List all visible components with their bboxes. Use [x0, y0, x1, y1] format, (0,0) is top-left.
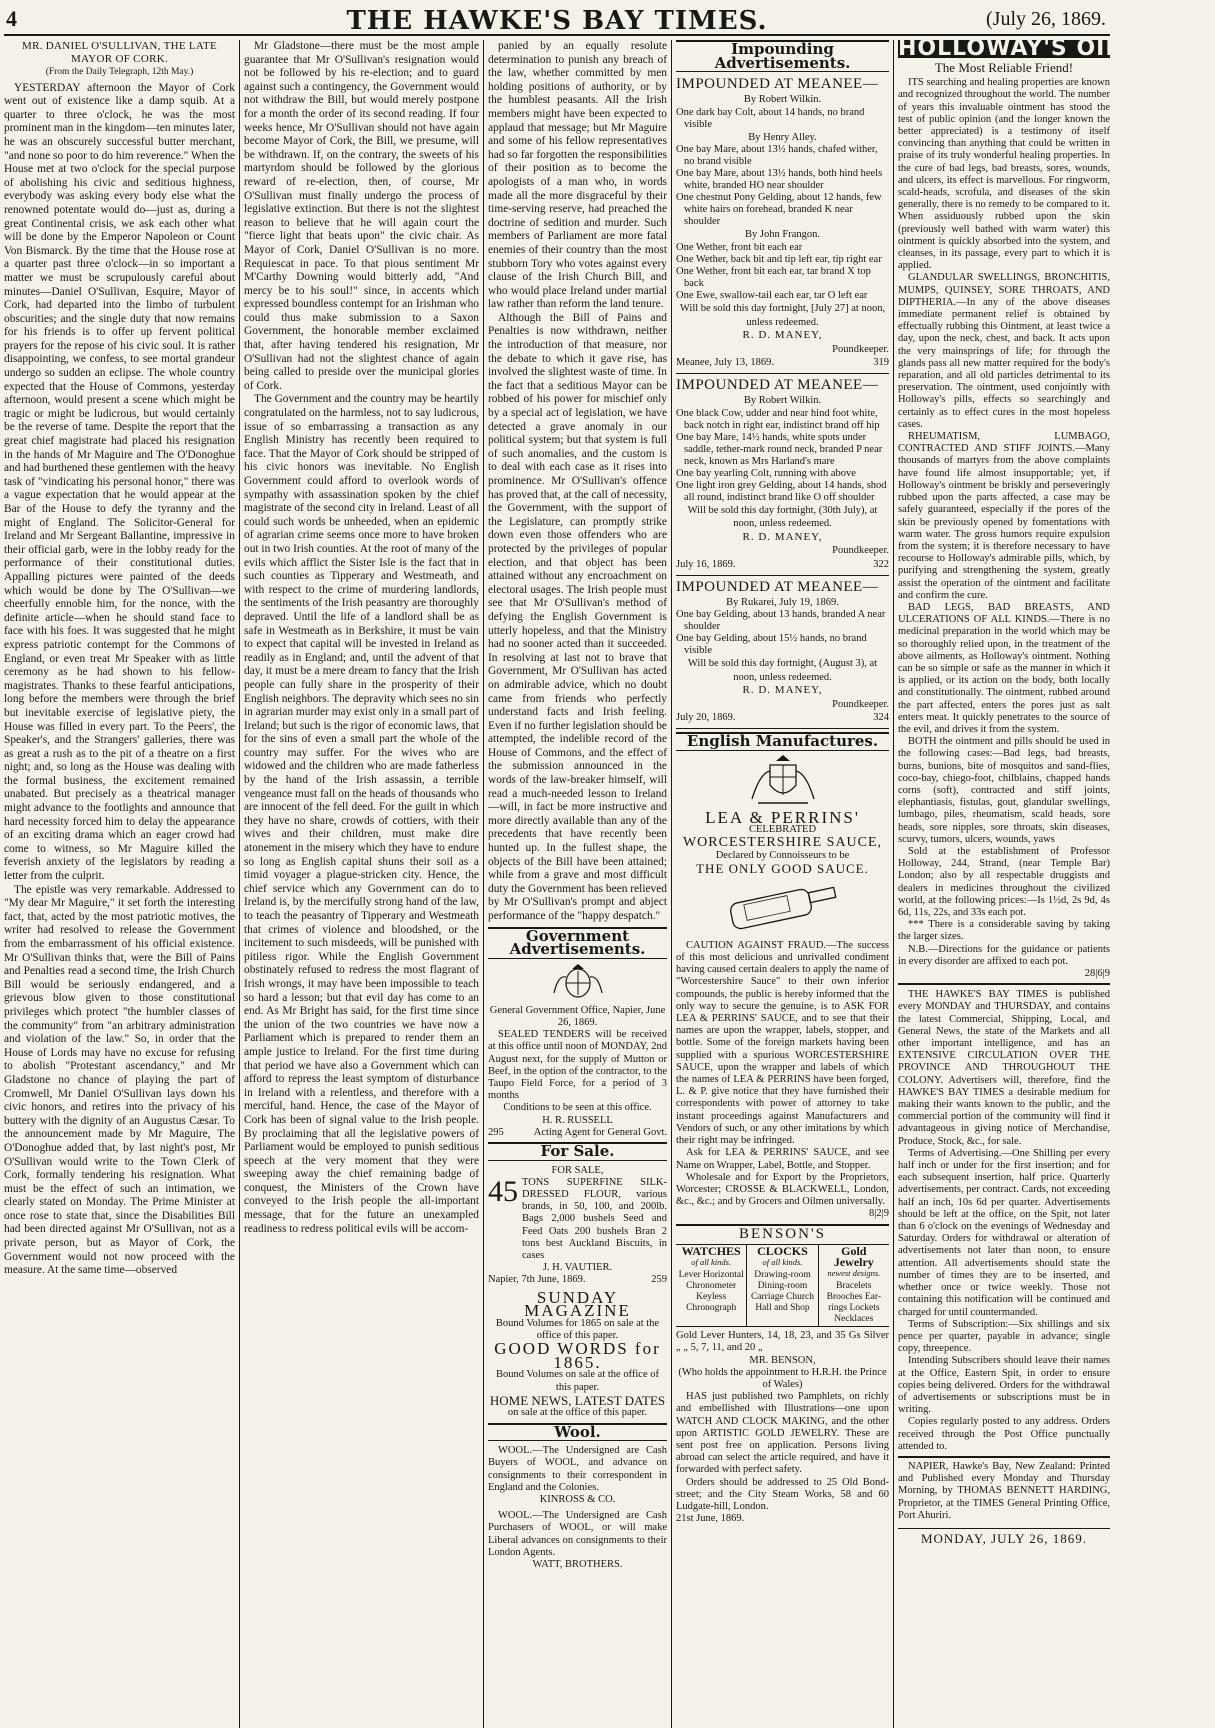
impound-notice-2: [676, 377, 889, 576]
ask-text: Ask for LEA & PERRINS' SAUCE, and see Name on Wrapper, Label, Bottle, and Stopper.: [676, 1147, 889, 1171]
footer-date: MONDAY, JULY 26, 1869.: [898, 1528, 1110, 1546]
times-notice-paragraph: Intending Subscribers should leave their names at the Office, Eastern Spit, in order to ensure copies being delivered. Orders for the withdrawal of advertisements or subscriptions must be in writing.: [898, 1355, 1110, 1416]
holloway-paragraph: Sold at the establishment of Professor Holloway, 244, Strand, (near Temple Bar) London; also by all respectable druggists and dealers in medicines throughout the civilized world, at the following prices:—Is 1½d, 2s 9d, 4s 6d, 11s, 22s, and 33s each pot.: [898, 845, 1110, 918]
impound-notice-3: [676, 579, 889, 730]
article-paragraph: Although the Bill of Pains and Penalties is now withdrawn, neither the introduction of that measure, nor the debate to which it gave rise, has involved the slightest waste of time. In the fact that a seditious Mayor can be robbed of his power for mischief only by a special act of legislation, we have detected a grave anomaly in our political system; but that system is full of such anomalies, and the custom is to deal with each case as it rises into prominence. Mr O'Sullivan's offence has proved that, at the call of necessity, the Government, with the support of the Legislature, can promptly strike down even those offenders who are protected by the privileges of popular election, and that object has been attained without any encroachment on electoral usages. The Irish people must see that Mr O'Sullivan's method of defying the English Government is utterly hopeless, and that the Ministry had no sooner acted than it succeeded. In resolving at last not to brave that Government, Mr O'Sullivan has acted on admirable advice, which no doubt came from friends who perfectly understand facts and Irish feeling. Even if no further legislation should be attempted, the indelible record of the House of Commons, and the effect of the submission announced in the words of the law-breaker himself, will read a much-needed lesson to Ireland—will, in fact be more instructive and more directly available than any of the precedents that have recently been hunted up. In the fullest shape, the objects of the Bill have been attained; while from a grave and most difficult duty the Government has been relieved by Mr O'Sullivan's prompt and abject performance of the "happy despatch.": [488, 311, 667, 922]
holloway-paragraph: ITS searching and healing properties are known and recognized throughout the world. The number of years this invaluable ointment has stood the test of public opinion (and the longer known the better appreciated) is a testimony of itself convincing than anything that could be written in praise of its truly wonderful healing properties. In the cure of bad legs, bad breasts, sores, wounds, and ulcers, its effect is marvellous. For ringworm, scald-heads, scrofula, and diseases of the skin generally, there is no remedy to be compared to it. When assiduously rubbed upon the skin (previously well bathed with warm water) this ointment is quickly absorbed into the system, and cleanses, in its passage, every part to which it is applied.: [898, 77, 1110, 272]
impound-sale: Will be sold this day fortnight, (August 3), at noon, unless redeemed.: [687, 658, 878, 683]
benson-col-items: Bracelets Brooches Ear-rings Lockets Necklaces: [826, 1281, 882, 1325]
flour-ad: [488, 1174, 667, 1262]
wool-heading: Wool.: [488, 1423, 667, 1442]
home-news-body: on sale at the office of this paper.: [507, 1407, 648, 1419]
holloway-paragraph: BOTH the ointment and pills should be used in the following cases:—Bad legs, bad breasts, burns, bunions, bite of mosquitos and sand-flies, coco-bay, chiego-foot, chilblains, chapped hands corns (soft), contracted and stiff joints, elephantiasis, fistulas, gout, glandular swellings, lumbago, piles, rheumatism, scald heads, sore heads, sore nipples, sore throats, skin diseases, scurvy, tumors, ulcers, wounds, yaws: [898, 736, 1110, 845]
impound-number: 324: [873, 712, 889, 724]
column-4: [676, 40, 894, 1728]
only-good-sauce-label: THE ONLY GOOD SAUCE.: [696, 861, 869, 877]
impound-keeper: R. D. MANEY,: [742, 329, 823, 342]
celebrated-label: CELEBRATED: [748, 824, 817, 836]
column-1: [4, 40, 240, 1728]
wool-ad-1: WOOL.—The Undersigned are Cash Buyers of WOOL, and advance on consignments to their correspondent in England and the Colonies.: [488, 1445, 667, 1493]
article-paragraph: YESTERDAY afternoon the Mayor of Cork went out of existence like a damp squib. At a quarter to three o'clock, he was the most prominent man in the kingdom—ten minutes later, he was an obscurely successful butter merchant, "and none so poor to do him reverence." When the House met at two o'clock for the special purpose of abolishing his civic and seditious highness, everybody was asking every body else what the renowned potentate would do—just as, during a great Continental crisis, we ask each other what will be done by the Emperor Napoleon or Count Von Bismarck. By the time that the House rose at a quarter past three o'clock—in so important a matter we must be scrupulously careful about minutes—Daniel O'Sullivan, Esquire, Mayor of Cork, had departed into the limbo of turbulent obscurities; and the single duty that now remains for his friends is to offer up fervent political prayers for the repose of his civic soul. It is rather disappointing, we confess, to see mortal grandeur undergo so sudden an eclipse. The whole country expected that the House of Commons, yesterday afternoon, would present a scene which might be tragic or might be ludicrous, but would certainly be the reverse of tame. Despite the report that the great chief magistrate had placed his resignation in the hands of Mr Maguire and The O'Donoghue and had burthened these gentlemen with the heavy task of "vindicating his personal honor," there was a vague expectation that he would appear at the Bar of the House to defy the tyranny and the might of England. The Solicitor-General for Ireland and Mr Sergeant Ballantine, impressive in their official garb, were in the lobby ready for the performance of their constitutional duties. Appalling pictures were painted of the deeds which would be done by The O'Sullivan—we cheerfully ennoble him, for the nonce, with the definite article—when he should stand face to face with his foes. It was suggested that he might express patriotic contempt for the Commons of England, or even treat Mr Speaker with as little ceremony as he had shown to his fellow-magistrates. Thanks to these fearful anticipations, long before the members were through the brief but inevitable exercise of legislative piety, the House was filled in every part. To the Peers', the Speaker's, and the Strangers' galleries, there was as great a rush as to the pit of a theatre on a first night; and, so long as the House was dealing with the formal business, the excitement remained unabated. But precisely as a theatrical manager might advance to the footlights and announce that hard necessity forced him to delay the appearance of an exciting drama which an eager crowd had come to witness, so Mr Maguire killed the feverish anxiety of the legislators by reading a letter from the culprit.: [4, 81, 235, 883]
impound-item: One bay Gelding, about 13 hands, branded A near shoulder: [676, 609, 886, 633]
gov-tender-body: SEALED TENDERS will be received at this office until noon of MONDAY, 2nd August next, for the supply of Mutton or Beef, in the option of the contractor, to the Taupo Field Force, for a period of 3 months: [488, 1029, 667, 1102]
sunday-magazine-body: Bound Volumes for 1865 on sale at the office of this paper.: [495, 1317, 660, 1342]
impound-item: One light iron grey Gelding, about 14 hands, shod all round, indistinct brand like O off shoulder: [676, 479, 887, 503]
sunday-magazine-title: SUNDAY MAGAZINE: [524, 1287, 631, 1321]
impound-keeper-title: Poundkeeper.: [832, 545, 889, 557]
for-sale-subhead: FOR SALE,: [551, 1164, 604, 1176]
flour-footer: [488, 1274, 667, 1286]
benson-date: 21st June, 1869.: [676, 1513, 745, 1525]
impound-notice-title: IMPOUNDED AT MEANEE—: [676, 76, 879, 93]
holloway-ref: 28|6|9: [898, 968, 1110, 985]
newspaper-title: THE HAWKE'S BAY TIMES.: [346, 6, 768, 36]
benson-clocks: [747, 1245, 818, 1326]
issue-date: (July 26, 1869.: [986, 8, 1106, 30]
coat-of-arms-icon: [748, 755, 818, 807]
impound-item: One Wether, back bit and tip left ear, tip right ear: [676, 253, 882, 265]
impound-footer: [676, 558, 889, 572]
impound-by: By Robert Wilkin.: [743, 94, 822, 106]
benson-col-sub: newest designs.: [827, 1268, 881, 1279]
column-3: [488, 40, 672, 1728]
benson-col-items: Lever Horizontal Chronometer Keyless Chronograph: [678, 1270, 744, 1314]
flour-signer: J. H. VAUTIER.: [542, 1262, 613, 1274]
declared-label: Declared by Connoisseurs to be: [715, 850, 850, 862]
impound-number: 322: [873, 558, 889, 570]
flour-ad-number: 259: [651, 1274, 667, 1286]
benson-columns: [676, 1244, 889, 1327]
impound-number: 319: [873, 357, 889, 369]
lea-perrins-brand: LEA & PERRINS': [705, 807, 860, 827]
sauce-bottle-icon: [723, 880, 843, 936]
flour-body: TONS SUPERFINE SILK-DRESSED FLOUR, various brands, in 50, 100, and 200lb. Bags 2,000 bushels Seed and Feed Oats 200 bushels Bran 2 tons best Auckland Biscuits, in cases: [522, 1176, 667, 1262]
impound-keeper: R. D. MANEY,: [742, 684, 823, 697]
gov-signer-title: Acting Agent for General Govt.: [533, 1126, 667, 1138]
impound-item: One bay Mare, 14½ hands, white spots under saddle, tether-mark round neck, branded P near neck, known as Mrs Harland's mare: [676, 431, 883, 467]
impound-footer: [676, 711, 889, 725]
wool-ad-2-signer: WATT, BROTHERS.: [532, 1559, 623, 1571]
benson-col-title: WATCHES: [681, 1244, 741, 1259]
english-manufactures-heading: English Manufactures.: [676, 732, 889, 751]
imprint: NAPIER, Hawke's Bay, New Zealand: Printed and Published every Monday and Thursday Morning, by THOMAS BENNETT HARDING, Proprietor, at the TIMES General Printing Office, Port Ahuriri.: [898, 1456, 1110, 1522]
impound-item: One bay Mare, about 13½ hands, chafed wither, no brand visible: [676, 144, 878, 168]
flour-place-date: Napier, 7th June, 1869.: [488, 1274, 586, 1286]
holloway-banner: HOLLOWAY'S OINTMENT: [898, 36, 1215, 61]
times-notice-paragraph: Copies regularly posted to any address. Orders received through the Post Office punctually attended to.: [898, 1416, 1110, 1452]
benson-col-title: Gold Jewelry: [833, 1244, 874, 1270]
benson-jewelry: [819, 1245, 889, 1326]
impound-keeper: R. D. MANEY,: [742, 530, 823, 543]
benson-orders: Orders should be addressed to 25 Old Bond-street; and the City Steam Works, 58 and 60 Ludgate-hill, London.: [676, 1476, 889, 1512]
impound-sale: Will be sold this day fortnight, (30th July), at noon, unless redeemed.: [687, 504, 878, 530]
flour-quantity: 45: [488, 1174, 518, 1208]
impound-by: By Rukarei, July 19, 1869.: [726, 596, 839, 608]
lea-perrins-ref: 8|2|9: [869, 1208, 889, 1220]
benson-col-title: CLOCKS: [757, 1244, 808, 1259]
times-notice-paragraph: Terms of Advertising.—One Shilling per every half inch or under for the first insertion; and for each subsequent insertion, half price. Quarterly advertisements, per contract. Cards, not exceeding half an inch, 10s 6d per quarter. Advertisements should be left at the office, on the Spit, not later than 6 o'clock on the evenings of Wednesday and Saturday. Orders for withdrawal or alteration of advertisements not later than noon, to ensure attention. All advertisements should state the number of times they are to be inserted, and whether once or twice weekly. Those not containing this notification will be continued and charged for until countermanded.: [898, 1147, 1110, 1318]
holloway-paragraph: GLANDULAR SWELLINGS, BRONCHITIS, MUMPS, QUINSEY, SORE THROATS, AND DIPTHERIA.—In any of the above diseases immediate permanent relief is obtained by effectually rubbing this Ointment, at least twice a day, upon the neck, chest, and back. It acts upon the very mainsprings of life; for through the glands pass all new matter required for the body's reparation, and all old particles detrimental to its preservation. The ointment, used conjointly with Holloway's pills, effects so searchingly and certainly as to effect cures in the most hopeless cases.: [898, 272, 1110, 430]
article-paragraph: panied by an equally resolute determination to punish any breach of the law, whether committed by men holding positions of authority, or by the humblest peasants. All the Irish members might have been expected to applaud that message; but Mr Maguire and some of his fellow representatives had so far forgotten the responsibilities of their position as to become the apologists of a man who, in words made all the more disgraceful by their time-serving reserve, had preached the doctrine of sedition and murder. Such members of Parliament are more fatal enemies of their country than the most stubborn Tory who votes against every clause of the Irish Church Bill, and who would place Ireland under martial law rather than reform the land tenure.: [488, 40, 667, 311]
benson-body: HAS just published two Pamphlets, on richly and embellished with Illustrations—one upon WATCH AND CLOCK MAKING, and the other upon ARTISTIC GOLD JEWELRY. These are sent post free on application. Persons living abroad can select the article required, and have it forwarded with perfect safety.: [676, 1391, 889, 1476]
impound-place-date: Meanee, July 13, 1869.: [676, 357, 774, 369]
impound-keeper-title: Poundkeeper.: [832, 343, 889, 355]
gov-ads-heading: Government Advertisements.: [488, 927, 667, 959]
benson-col-items: Drawing-room Dining-room Carriage Church Hall and Shop: [750, 1270, 815, 1314]
times-notice-paragraph: THE HAWKE'S BAY TIMES is published every MONDAY and THURSDAY, and contains the latest Commercial, Shipping, Local, and General News, the state of the Markets and all other important intelligence, and has an EXTENSIVE CIRCULATION OVER THE PROVINCE AND THROUGHOUT THE COLONY. Advertisers will, therefore, find the HAWKE'S BAY TIMES a desirable medium for making their wants known to the public, and the commercial portion of the community will find it advantageous in giving notice of Merchandise, Produce, Stock, &c., for sale.: [898, 989, 1110, 1147]
impound-item: One bay yearling Colt, running with above: [676, 467, 856, 479]
column-5: [898, 36, 1215, 1728]
gov-office: General Government Office, Napier, June 26, 1869.: [489, 1004, 666, 1028]
article-paragraph: The Government and the country may be heartily congratulated on the harmless, not to say ludicrous, issue of so embarrassing a transaction as any English Ministry has recently been required to face. That the Mayor of Cork should be stripped of his civic honors was inevitable. No English Government could afford to overlook words of sympathy with assassination spoken by the chief magistrate of the second city in Ireland. Least of all could such words be unheeded, when an epidemic of agrarian crime seems once more to have broken out in two Irish counties. At the root of many of the evils which afflict the Sister Isle is the fact that in such counties as Tipperary and Westmeath, and with respect to the crime of murdering landlords, the sentiments of the Irish peasantry are thoroughly depraved. Until the life of a landlord shall be as safe in Westmeath as in Berkshire, it must be vain to expect that capital will be invested in Ireland as readily as in England; and, until the advent of that day, it must be a mere dream to fancy that the Irish people can fully share in the prosperity of their English neighbors. The depravity which sees no sin in agrarian murder may exist only in a small part of Ireland; but such is the rigor of economic laws, that for the sins of even a small part the whole of the country may suffer. For the wives who are widowed and the children who are made fatherless by the hand of the Irish assassin, a terrible vengeance must fall on the heads of thousands who are innocent of the fell deed. For the guilt in which they have no share, crowds of cottiers, with their wives and their children, must make dire atonement in the misery which they have to endure so long as English capital shuns their soil as a timid voyager a plague-stricken city. Hence, the chief service which any Government can do to Ireland is, by the mercifully strong hand of the law, to teach the peasantry of Tipperary and Westmeath that crimes of violence and bloodshed, or the incitement to such misdeeds, will be punished with pitiless rigor. While the English Government obstinately refused to redress the most flagrant of Irish wrongs, it may have been impossible to teach so hard a lesson; but that evil day has come to an end. As Mr Bright has said, for the first time since the union of the two countries we have now a Parliament which is prepared to render them an ample justice to Ireland. For the first time during that period we have also a Government which can afford to repress the least symptom of disturbance in Ireland with a relentless, and therefore with a merciful, hand. Hence, the case of the Mayor of Cork has been of signal value to the Irish people. By proclaiming that all the legislative powers of Parliament would be employed to punish seditious speech at the very moment that they were sweeping away the chief remaining badge of conquest, the Ministers of the Crown have conveyed to the Irish people the all-important message, that for the future an unexampled readiness to redress political evils will be accom-: [244, 393, 479, 1235]
column-2: [244, 40, 484, 1728]
impound-by: By Robert Wilkin.: [743, 394, 822, 406]
home-news-title: HOME NEWS, LATEST DATES: [489, 1392, 666, 1408]
impound-by: By John Frangon.: [745, 229, 820, 241]
times-notice-paragraph: Terms of Subscription:—Six shillings and six pence per quarter, payable in advance; single copy, threepence.: [898, 1318, 1110, 1355]
article-paragraph: Mr Gladstone—there must be the most ample guarantee that Mr O'Sullivan's resignation would not be followed by his re-election; and to guard against such a contingency, the Government would not withdraw the Bill, but would merely postpone for a month the order of its second reading. If four weeks hence, Mr O'Sullivan should not have again become Mayor of Cork, the Bill, we presume, will be withdrawn. If, on the contrary, the sweets of his martyrdom should be followed by the glorious reward of re-election, then, of course, Mr O'Sullivan must finally undergo the process of legislative extinction. But there is not the slightest reason to believe that he will again court the "fierce light that beats upon" the civic chair. As Mayor of Cork, Daniel O'Sullivan is no more. Requiescat in pace. To that pious sentiment Mr M'Carthy Downing would bitterly add, "And mercy be to his soul!" since, in accents which expressed boundless contempt for an Irishman who could thus make submission to a Saxon Government, the honorable member exclaimed that, after having tendered his resignation, Mr O'Sullivan had not the slightest chance of again being called to preside over the municipal glories of Cork.: [244, 40, 479, 392]
masthead: [4, 4, 1110, 36]
impounding-heading: Impounding Advertisements.: [676, 40, 889, 72]
impound-item: One Ewe, swallow-tail each ear, tar O left ear: [676, 289, 868, 301]
impound-item: One Wether, front bit each ear: [676, 241, 803, 253]
caution-text: CAUTION AGAINST FRAUD.—The success of this most delicious and unrivalled condiment having caused certain dealers to apply the name of "Worcestershire Sauce" to their own inferior compounds, the public is hereby informed that the only way to secure the genuine, is to ASK FOR LEA & PERRINS' SAUCE, and to see that their names are upon the wrapper, labels, stopper, and bottle. Some of the foreign markets having been supplied with a spurious WORCESTERSHIRE SAUCE, upon the wrapper and labels of which the names of LEA & PERRINS have been forged, L. & P. give notice that they have furnished their correspondents with power of attorney to take instant proceedings against Manufacturers and Vendors of such, or any other imitations by which their right may be infringed.: [676, 939, 889, 1147]
impound-notice-title: IMPOUNDED AT MEANEE—: [676, 376, 879, 393]
page-number: 4: [6, 6, 17, 31]
impound-place-date: July 16, 1869.: [676, 558, 736, 570]
gov-signer: H. R. RUSSELL: [542, 1114, 613, 1126]
gov-ad-number: 295: [488, 1126, 504, 1138]
benson-appointment: (Who holds the appointment to H.R.H. the Prince of Wales): [678, 1366, 887, 1390]
benson-prices: Gold Lever Hunters, 14, 18, 23, and 35 Gs Silver „ „ 5, 7, 11, and 20 „: [676, 1330, 889, 1354]
holloway-paragraph: RHEUMATISM, LUMBAGO, CONTRACTED AND STIFF JOINTS.—Many thousands of martyrs from the above complaints have found life almost insupportable; yet, if Holloway's ointment be briskly and perseveringly rubbed upon the parts affected, a case may be safely guaranteed, especially if the pores of the skin be previously opened by fomentations with warm water. The gross humors require expulsion from the system; it is therefore necessary to have recourse to Holloway's admirable pills, which, by purifying and strengthening the system, greatly assist the operation of the ointment and facilitate and confirm the cure.: [898, 431, 1110, 601]
holloway-paragraph: N.B.—Directions for the guidance or patients in every disorder are affixed to each pot.: [898, 943, 1110, 967]
article-paragraph: The epistle was very remarkable. Addressed to "My dear Mr Maguire," it set forth the interesting fact, that, acted by the most patriotic motives, the writer had resolved to release the Government from the embarrassment of his official existence. Mr O'Sullivan thinks that, were the Bill of Pains and Penalties read a second time, the Irish Church Bill would be seriously endangered, and a grievous blow given to those constitutional privileges which protect "the humbler classes of the community" from "an arbitrary administration and violation of the law." So, in order that the House of Lords may have no excuse for refusing to abolish "Protestant ascendancy," and Mr Gladstone no chance of playing the part of Cromwell, Mr Daniel O'Sullivan lays down his civic honors, and retires into the privacy of his buttery with the dignity of an Augustus Cæsar. To the announcement made by Mr Maguire, The O'Donoghue added that, by last night's post, Mr O'Sullivan would write to the Town Clerk of Cork, formally tendering his resignation. What must be the effect of such an intimation, we clearly stated on Monday. The Prime Minister at once rose to state that, since the Disabilities Bill had been directed against Mr O'Sullivan, not as a private person, but as Mayor of Cork, the Government would not now proceed with the measure. At the same time—observed: [4, 883, 235, 1277]
impound-item: One dark bay Colt, about 14 hands, no brand visible: [676, 106, 865, 130]
holloway-subtitle: The Most Reliable Friend!: [934, 59, 1074, 75]
impound-keeper-title: Poundkeeper.: [832, 698, 889, 710]
for-sale-heading: For Sale.: [488, 1142, 667, 1161]
impound-item: One chestnut Pony Gelding, about 12 hands, few white hairs on forehead, branded K near shoulder: [676, 192, 882, 228]
wholesale-text: Wholesale and for Export by the Proprietors, Worcester; CROSSE & BLACKWELL, London, &c., &c.; and by Grocers and Oilmen universally.: [676, 1171, 889, 1208]
impound-notice-title: IMPOUNDED AT MEANEE—: [676, 578, 879, 595]
wool-ad-2: WOOL.—The Undersigned are Cash Purchasers of WOOL, or will make Liberal advances on consignments to their London Agents.: [488, 1510, 667, 1558]
impound-by: By Henry Alley.: [748, 131, 817, 143]
good-words-title: GOOD WORDS for 1865.: [494, 1339, 661, 1372]
gov-signer-line: [488, 1127, 667, 1139]
holloway-paragraph: BAD LEGS, BAD BREASTS, AND ULCERATIONS OF ALL KINDS.—There is no medicinal preparation in the world which may be so thoroughly relied upon, in the treatment of the above ailments, as Holloway's ointment. Nothing can be so simple or safe as the manner in which it is applied, or its action on the body, both locally and constitutionally. The ointment, rubbed around the part affected, enters the pores just as salt enters meat. It quickly penetrates to the source of the evil, and drives it from the system.: [898, 601, 1110, 735]
benson-col-sub: of all kinds.: [762, 1257, 803, 1268]
impound-item: One Wether, front bit each ear, tar brand X top back: [676, 265, 871, 289]
impound-item: One bay Gelding, about 15½ hands, no brand visible: [676, 633, 867, 657]
impound-item: One black Cow, udder and near hind foot white, back notch in right ear, indistinct brand off hip: [676, 407, 880, 431]
wool-ad-1-signer: KINROSS & CO.: [539, 1494, 616, 1506]
worcestershire-sauce-label: WORCESTERSHIRE SAUCE,: [682, 835, 883, 851]
impound-item: One bay Mare, about 13½ hands, both hind heels white, branded HO near shoulder: [676, 168, 883, 192]
holloway-paragraph: *** There is a considerable saving by taking the larger sizes.: [898, 919, 1110, 943]
impound-footer: [676, 356, 889, 370]
benson-name: MR. BENSON,: [749, 1354, 816, 1366]
benson-watches: [676, 1245, 747, 1326]
article-source: (From the Daily Telegraph, 12th May.): [45, 67, 194, 77]
royal-arms-icon: [548, 963, 608, 1001]
gov-conditions: Conditions to be seen at this office.: [503, 1102, 652, 1114]
good-words-body: Bound Volumes on sale at the office of this paper.: [495, 1369, 660, 1393]
impound-place-date: July 20, 1869.: [676, 712, 736, 724]
impound-notice-1: [676, 76, 889, 374]
benson-col-sub: of all kinds.: [691, 1257, 732, 1268]
benson-heading: BENSON'S: [676, 1224, 889, 1242]
article-headline: MR. DANIEL O'SULLIVAN, THE LATE MAYOR OF CORK.: [21, 40, 217, 65]
impound-sale: Will be sold this day fortnight, [July 27] at noon, unless redeemed.: [679, 302, 886, 328]
